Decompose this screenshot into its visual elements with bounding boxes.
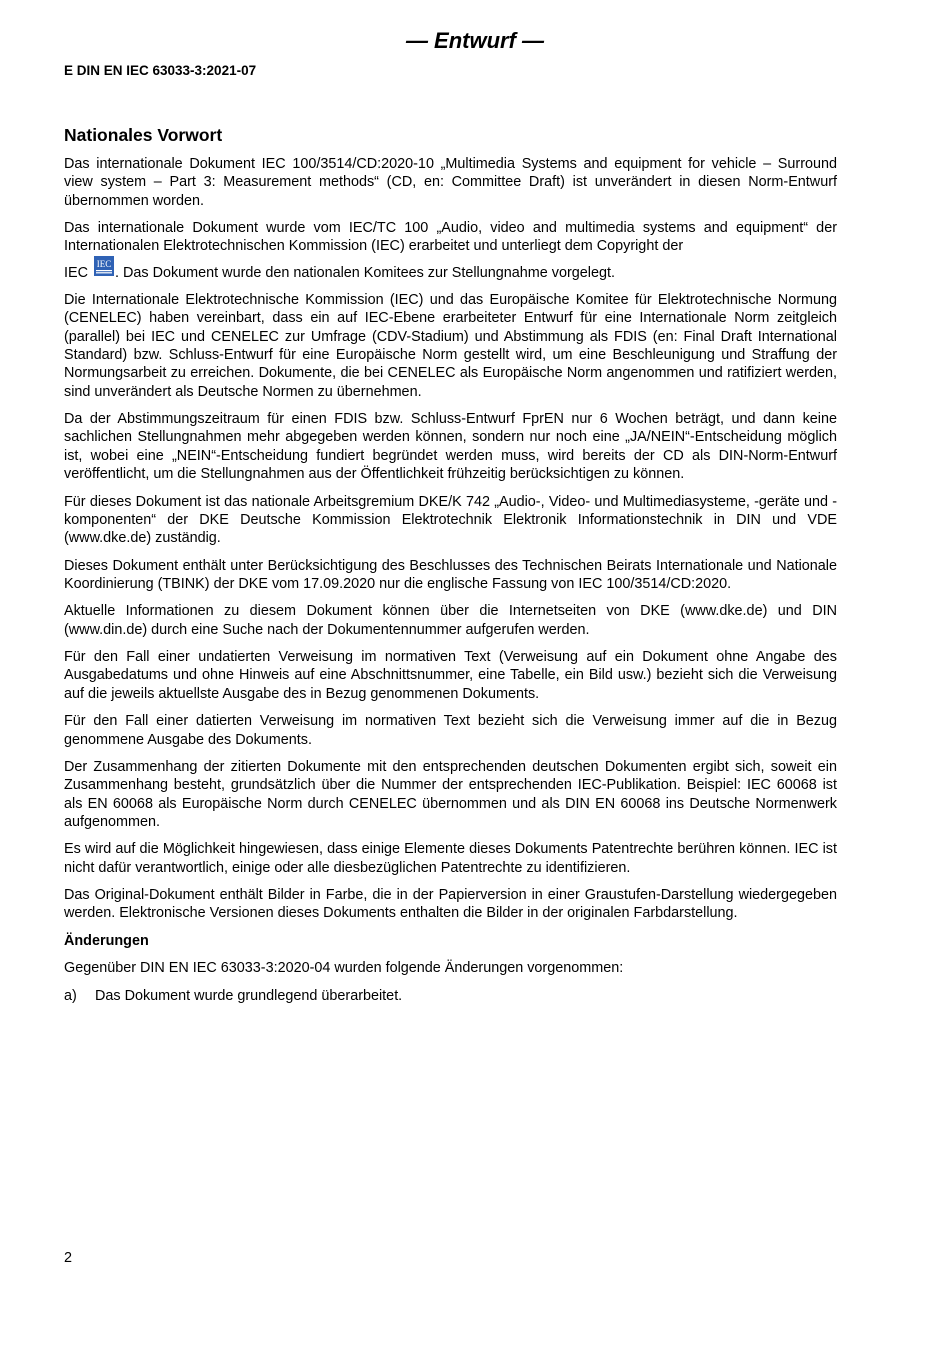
paragraph-11: Es wird auf die Möglichkeit hingewiesen, dass einige Elemente dieses Dokuments Patentrechte berühren können. IEC ist nicht dafür verantwortlich, einige oder alle diesbezüglichen Patentrechte zu identifizieren. [64, 841, 837, 876]
document-body [64, 124, 837, 1005]
paragraph-7: Aktuelle Informationen zu diesem Dokument können über die Internetseiten von DKE (www.dke.de) und DIN (www.din.de) durch eine Suche nach der Dokumentennummer aufgerufen werden. [64, 603, 837, 638]
list-item [64, 987, 837, 1005]
list-item-text: Das Dokument wurde grundlegend überarbeitet. [95, 987, 403, 1004]
paragraph-4: Da der Abstimmungszeitraum für einen FDIS bzw. Schluss-Entwurf FprEN nur 6 Wochen beträgt, und dann keine sachlichen Stellungnahmen mehr abgegeben werden können, sondern nur noch eine „JA/NEIN“-Entscheidung möglich ist, wobei eine „NEIN“-Entscheidung fundiert begründet werden muss, wird bereits der CD als DIN-Norm-Entwurf veröffentlicht, um die Stellungnahmen aus der Öffentlichkeit frühzeitig berücksichtigen zu können. [64, 411, 837, 483]
iec-logo-icon [94, 256, 114, 276]
paragraph-6: Dieses Dokument enthält unter Berücksichtigung des Beschlusses des Technischen Beirats Internationale und Nationale Koordinierung (TBINK) der DKE vom 17.09.2020 nur die englische Fassung von IEC 100/3514/CD:2020. [64, 557, 837, 592]
iec-prefix: IEC [64, 264, 88, 281]
changes-heading: Änderungen [64, 932, 149, 949]
changes-intro: Gegenüber DIN EN IEC 63033-3:2020-04 wurden folgende Änderungen vorgenommen: [64, 960, 624, 977]
svg-text:IEC: IEC [96, 258, 112, 269]
iec-line-text: . Das Dokument wurde den nationalen Komitees zur Stellungnahme vorgelegt. [115, 264, 615, 281]
paragraph-2-continuation [64, 256, 837, 282]
paragraph-8: Für den Fall einer undatierten Verweisung im normativen Text (Verweisung auf ein Dokument ohne Angabe des Ausgabedatums und ohne Hinweis auf eine Abschnittsnummer, eine Tabelle, ein Bild usw.) bezieht sich die Verweisung auf die jeweils aktuellste Ausgabe des in Bezug genommenen Dokuments. [64, 649, 837, 702]
paragraph-2: Das internationale Dokument wurde vom IEC/TC 100 „Audio, video and multimedia systems and equipment“ der Internationalen Elektrotechnischen Kommission (IEC) erarbeitet und unterliegt dem Copyright der [64, 220, 837, 255]
document-id: E DIN EN IEC 63033-3:2021-07 [64, 63, 257, 78]
draft-banner: — Entwurf — [405, 28, 545, 53]
paragraph-1: Das internationale Dokument IEC 100/3514/CD:2020-10 „Multimedia Systems and equipment for vehicle – Surround view system – Part 3: Measurement methods“ (CD, en: Committee Draft) ist unverändert in diesen Norm-Entwurf übernommen worden. [64, 156, 837, 209]
list-marker: a) [64, 987, 77, 1004]
paragraph-12: Das Original-Dokument enthält Bilder in Farbe, die in der Papierversion in einer Graustufen-Darstellung wiedergegeben werden. Elektronische Versionen dieses Dokuments enthalten die Bilder in der originalen Farbdarstellung. [64, 887, 837, 922]
paragraph-3: Die Internationale Elektrotechnische Kommission (IEC) und das Europäische Komitee für Elektrotechnische Normung (CENELEC) haben vereinbart, dass ein auf IEC-Ebene erarbeiteter Entwurf für eine Internationale Norm zeitgleich (parallel) bei IEC und CENELEC zur Umfrage (CDV-Stadium) und Abstimmung als FDIS (en: Final Draft International Standard) bzw. Schluss-Entwurf für eine Europäische Norm gestellt wird, um eine Beschleunigung und Straffung der Normungsarbeit zu erreichen. Dokumente, die bei CENELEC als Europäische Norm angenommen und ratifiziert werden, sind unverändert als Deutsche Normen zu übernehmen. [64, 292, 837, 400]
page-number: 2 [64, 1250, 73, 1266]
paragraph-10: Der Zusammenhang der zitierten Dokumente mit den entsprechenden deutschen Dokumenten ergibt sich, soweit ein Zusammenhang besteht, grundsätzlich über die Nummer der entsprechenden IEC-Publikation. Beispiel: IEC 60068 ist als EN 60068 als Europäische Norm durch CENELEC übernommen und als DIN EN 60068 ins Deutsche Normenwerk aufgenommen. [64, 759, 837, 830]
section-title: Nationales Vorwort [64, 125, 223, 145]
paragraph-5: Für dieses Dokument ist das nationale Arbeitsgremium DKE/K 742 „Audio-, Video- und Multimediasysteme, -geräte und -komponenten“ der DKE Deutsche Kommission Elektrotechnik Elektronik Informationstechnik in DIN und VDE (www.dke.de) zuständig. [64, 493, 837, 547]
paragraph-9: Für den Fall einer datierten Verweisung im normativen Text bezieht sich die Verweisung immer auf die in Bezug genommene Ausgabe des Dokuments. [64, 713, 837, 748]
